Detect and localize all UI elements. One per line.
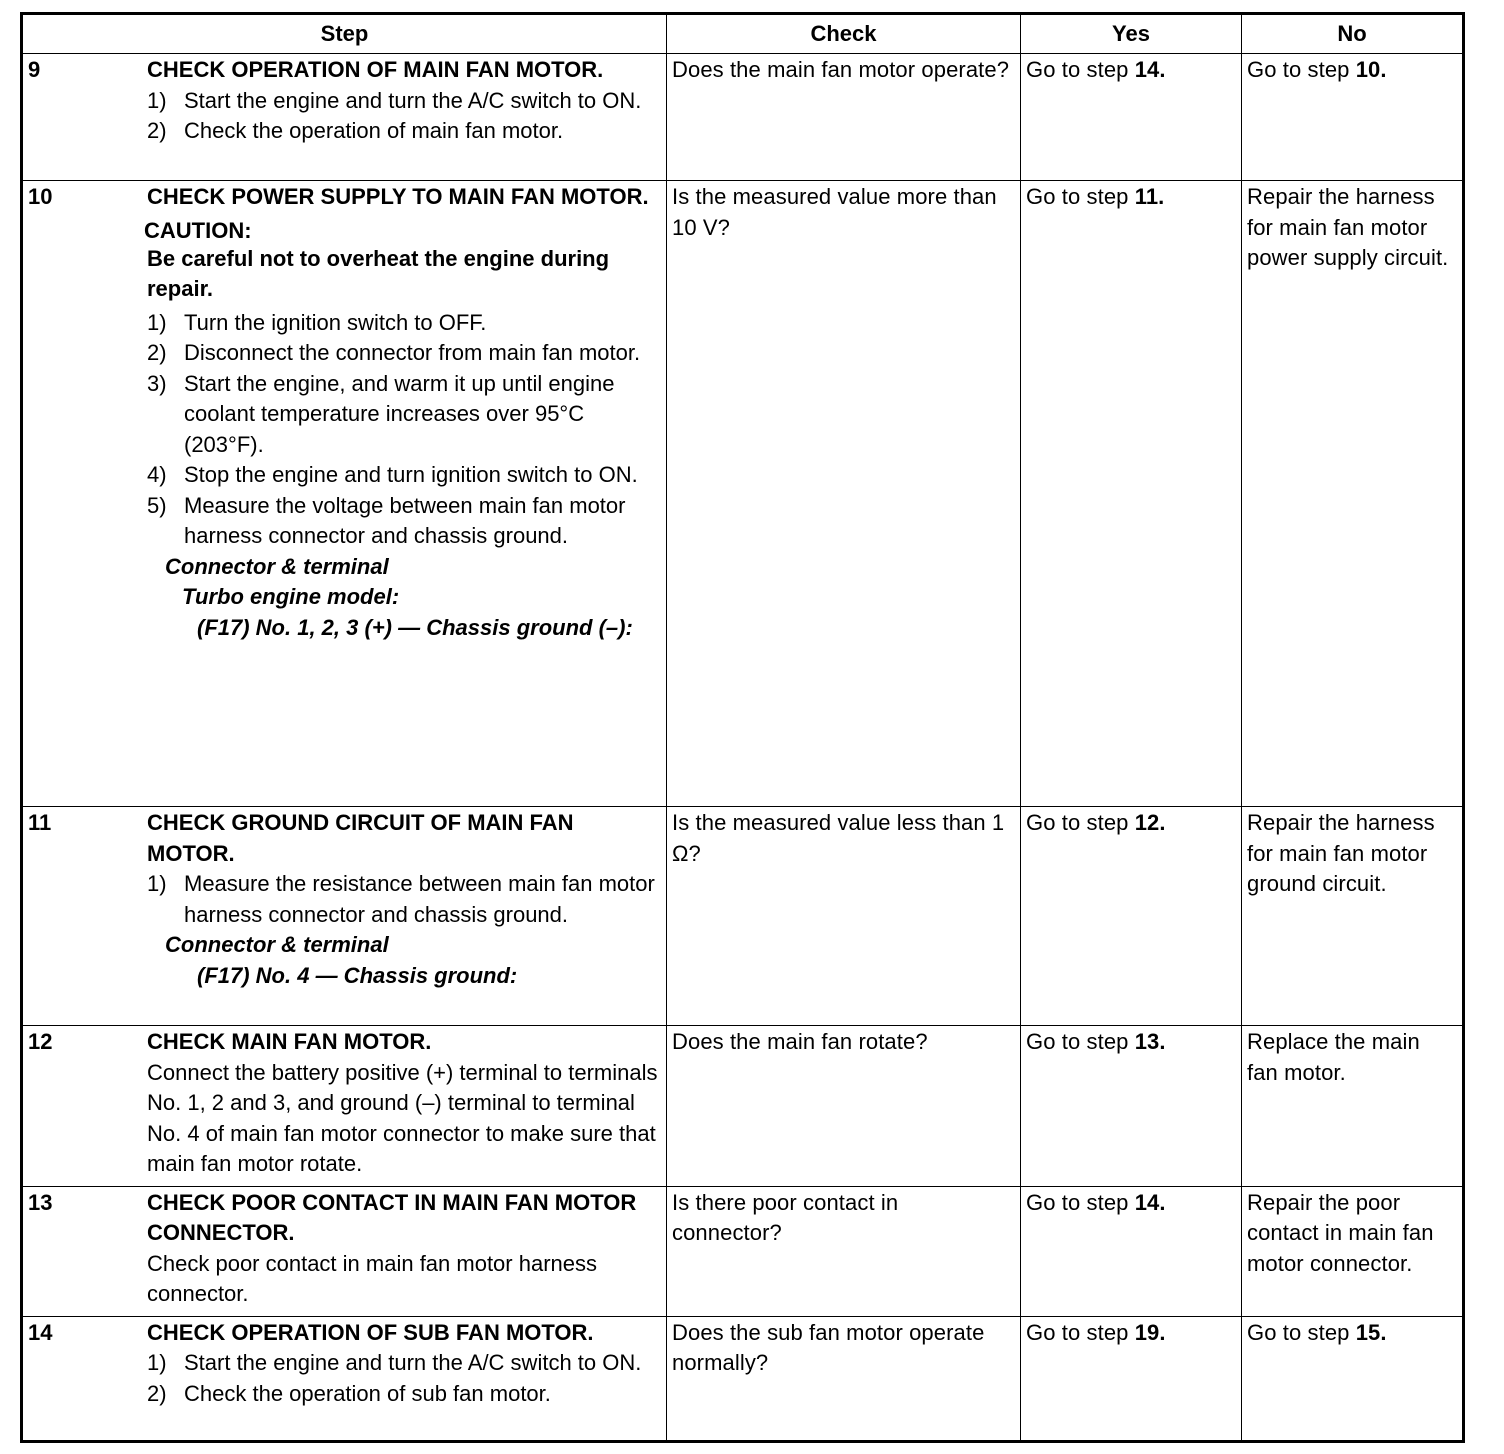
header-yes: Yes xyxy=(1021,14,1242,54)
step-title: CHECK MAIN FAN MOTOR. xyxy=(147,1029,432,1054)
no-step-link: 15. xyxy=(1355,1319,1387,1345)
list-text: Disconnect the connector from main fan motor. xyxy=(184,340,641,365)
step-number: 13 xyxy=(28,1189,53,1215)
check-cell: Does the sub fan motor operate normally? xyxy=(667,1316,1021,1441)
step-number: 9 xyxy=(28,57,41,82)
check-cell: Is the measured value less than 1 Ω? xyxy=(667,807,1021,1026)
no-cell xyxy=(1242,1316,1464,1441)
header-row xyxy=(22,14,1464,54)
step-cell xyxy=(22,54,667,181)
step-cell xyxy=(22,807,667,1026)
yes-cell xyxy=(1021,1186,1242,1316)
no-cell: Repair the harness for main fan motor power supply circuit. xyxy=(1242,181,1464,807)
step-number: 10 xyxy=(28,184,53,209)
yes-step-link: 14. xyxy=(1134,1189,1166,1215)
step-list xyxy=(147,869,660,930)
list-label: 2) xyxy=(147,118,167,143)
connector-terminal: (F17) No. 1, 2, 3 (+) — Chassis ground (–): xyxy=(197,614,633,640)
list-label: 1) xyxy=(147,309,167,335)
list-text: Turn the ignition switch to OFF. xyxy=(184,309,487,335)
yes-step-link: 19. xyxy=(1134,1319,1166,1345)
yes-step-link: 11. xyxy=(1134,184,1165,209)
connector-heading: Connector & terminal xyxy=(165,932,389,957)
list-text: Start the engine, and warm it up until engine coolant temperature increases over 95°C (203°F). xyxy=(184,370,615,457)
step-body: Check poor contact in main fan motor harness connector. xyxy=(147,1250,598,1306)
list-item xyxy=(147,308,660,339)
no-cell: Repair the harness for main fan motor ground circuit. xyxy=(1242,807,1464,1026)
yes-cell xyxy=(1021,181,1242,807)
list-label: 2) xyxy=(147,340,167,365)
yes-step-link: 13. xyxy=(1134,1029,1166,1054)
table-row xyxy=(22,181,1464,807)
list-label: 1) xyxy=(147,87,167,113)
table-row xyxy=(22,1186,1464,1316)
list-item xyxy=(147,116,660,147)
list-text: Measure the voltage between main fan motor harness connector and chassis ground. xyxy=(184,492,626,548)
caution-heading: CAUTION: xyxy=(144,217,252,243)
step-list xyxy=(147,1348,660,1409)
list-text: Check the operation of sub fan motor. xyxy=(184,1380,551,1406)
check-cell: Is the measured value more than 10 V? xyxy=(667,181,1021,807)
list-label: 1) xyxy=(147,1350,167,1375)
yes-prefix: Go to step xyxy=(1026,810,1135,835)
step-list xyxy=(147,86,660,147)
check-cell: Does the main fan rotate? xyxy=(667,1026,1021,1187)
check-cell: Does the main fan motor operate? xyxy=(667,54,1021,181)
step-title: CHECK GROUND CIRCUIT OF MAIN FAN MOTOR. xyxy=(147,810,574,866)
list-text: Check the operation of main fan motor. xyxy=(184,118,564,143)
list-item xyxy=(147,369,660,461)
step-cell xyxy=(22,1186,667,1316)
yes-prefix: Go to step xyxy=(1026,1029,1135,1054)
list-item xyxy=(147,1379,660,1410)
table-row xyxy=(22,807,1464,1026)
step-title: CHECK OPERATION OF SUB FAN MOTOR. xyxy=(147,1319,594,1345)
list-item xyxy=(147,338,660,369)
step-list xyxy=(147,308,660,552)
no-cell xyxy=(1242,54,1464,181)
list-item xyxy=(147,491,660,552)
yes-step-link: 12. xyxy=(1134,810,1166,835)
yes-prefix: Go to step xyxy=(1026,57,1135,82)
check-cell: Is there poor contact in connector? xyxy=(667,1186,1021,1316)
yes-prefix: Go to step xyxy=(1026,1319,1135,1345)
yes-cell xyxy=(1021,1316,1242,1441)
step-title: CHECK OPERATION OF MAIN FAN MOTOR. xyxy=(147,57,604,82)
header-check: Check xyxy=(667,14,1021,54)
list-item xyxy=(147,86,660,117)
header-step: Step xyxy=(22,14,667,54)
yes-cell xyxy=(1021,1026,1242,1187)
no-prefix: Go to step xyxy=(1247,1319,1356,1345)
no-step-link: 10. xyxy=(1355,57,1387,82)
step-title: CHECK POOR CONTACT IN MAIN FAN MOTOR CONNECTOR. xyxy=(147,1189,637,1245)
table-row xyxy=(22,54,1464,181)
list-label: 4) xyxy=(147,462,167,487)
list-text: Start the engine and turn the A/C switch to ON. xyxy=(184,87,642,113)
connector-terminal: (F17) No. 4 — Chassis ground: xyxy=(197,962,518,988)
list-label: 2) xyxy=(147,1380,167,1406)
step-number: 11 xyxy=(28,810,52,835)
caution-text: Be careful not to overheat the engine during repair. xyxy=(147,245,610,301)
yes-prefix: Go to step xyxy=(1026,1189,1135,1215)
connector-heading: Connector & terminal xyxy=(165,553,389,579)
no-cell: Repair the poor contact in main fan motor connector. xyxy=(1242,1186,1464,1316)
diagnostic-table xyxy=(20,12,1465,1443)
step-cell xyxy=(22,1026,667,1187)
list-label: 5) xyxy=(147,492,167,518)
list-text: Measure the resistance between main fan motor harness connector and chassis ground. xyxy=(184,871,655,927)
yes-cell xyxy=(1021,807,1242,1026)
no-prefix: Go to step xyxy=(1247,57,1356,82)
list-label: 1) xyxy=(147,871,167,896)
list-text: Stop the engine and turn ignition switch to ON. xyxy=(184,462,638,487)
list-label: 3) xyxy=(147,370,167,396)
step-cell xyxy=(22,1316,667,1441)
step-body: Connect the battery positive (+) terminal to terminals No. 1, 2 and 3, and ground (–) terminal to terminal No. 4 of main fan motor connector to make sure that main fan motor rotate. xyxy=(147,1059,658,1176)
yes-cell xyxy=(1021,54,1242,181)
step-number: 12 xyxy=(28,1029,53,1054)
header-no: No xyxy=(1242,14,1464,54)
no-cell: Replace the main fan motor. xyxy=(1242,1026,1464,1187)
list-text: Start the engine and turn the A/C switch to ON. xyxy=(184,1350,642,1375)
step-number: 14 xyxy=(28,1319,53,1345)
list-item xyxy=(147,1348,660,1379)
yes-step-link: 14. xyxy=(1134,57,1166,82)
table-row xyxy=(22,1316,1464,1441)
table-row xyxy=(22,1026,1464,1187)
yes-prefix: Go to step xyxy=(1026,184,1135,209)
step-title: CHECK POWER SUPPLY TO MAIN FAN MOTOR. xyxy=(147,184,649,209)
step-cell xyxy=(22,181,667,807)
connector-model: Turbo engine model: xyxy=(182,584,400,609)
list-item xyxy=(147,460,660,491)
list-item xyxy=(147,869,660,930)
